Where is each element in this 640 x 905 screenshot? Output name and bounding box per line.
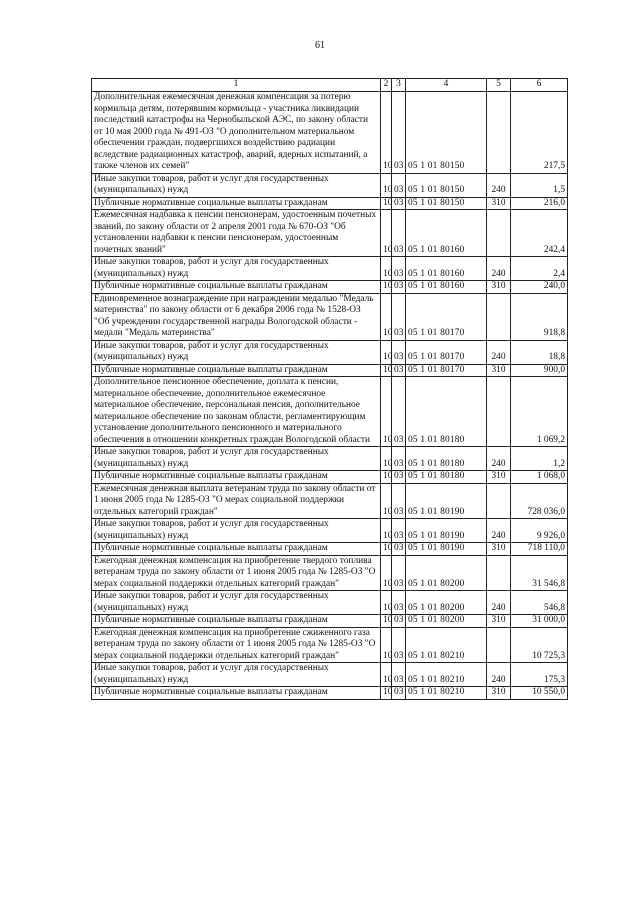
- row-target-article-cell: 05 1 01 80160: [406, 210, 487, 257]
- row-expense-type-cell: 310: [487, 471, 511, 484]
- row-section-cell: 10: [381, 687, 392, 700]
- row-section-cell: 10: [381, 173, 392, 197]
- row-name-cell: Единовременное вознаграждение при награждении медалью "Медаль материнства" по закону области от 6 декабря 2006 года № 1528-ОЗ "Об учреждении государственной награды Вологодской области - медали "Медаль материнства": [92, 293, 381, 340]
- row-expense-type-cell: [487, 293, 511, 340]
- row-amount-cell: 10 550,0: [511, 687, 568, 700]
- table-row: [92, 543, 568, 556]
- row-amount-cell: 240,0: [511, 281, 568, 294]
- row-amount-cell: 217,5: [511, 92, 568, 174]
- row-amount-cell: 9 926,0: [511, 519, 568, 543]
- table-row: [92, 615, 568, 628]
- row-section-cell: 10: [381, 92, 392, 174]
- row-expense-type-cell: 310: [487, 197, 511, 210]
- row-subsection-cell: 03: [392, 627, 406, 663]
- row-target-article-cell: 05 1 01 80200: [406, 591, 487, 615]
- row-subsection-cell: 03: [392, 293, 406, 340]
- row-amount-cell: 242,4: [511, 210, 568, 257]
- row-section-cell: 10: [381, 281, 392, 294]
- row-subsection-cell: 03: [392, 483, 406, 519]
- row-name-cell: Дополнительное пенсионное обеспечение, доплата к пенсии, материальное обеспечение, дополнительное ежемесячное материальное обеспечение, персональная пенсия, дополнительное материальное обеспечение по законам области, регламентирующим установление дополнительного пенсионного и материального обеспечения в отношении конкретных граждан Вологодской области: [92, 377, 381, 447]
- row-section-cell: 10: [381, 197, 392, 210]
- row-subsection-cell: 03: [392, 615, 406, 628]
- row-section-cell: 10: [381, 210, 392, 257]
- row-subsection-cell: 03: [392, 663, 406, 687]
- row-section-cell: 10: [381, 471, 392, 484]
- table-row: [92, 197, 568, 210]
- row-expense-type-cell: 310: [487, 281, 511, 294]
- row-section-cell: 10: [381, 543, 392, 556]
- header-cell-3: 3: [392, 79, 406, 92]
- table-row: [92, 555, 568, 591]
- row-target-article-cell: 05 1 01 80190: [406, 519, 487, 543]
- row-expense-type-cell: 310: [487, 543, 511, 556]
- row-section-cell: 10: [381, 257, 392, 281]
- row-name-cell: Иные закупки товаров, работ и услуг для государственных (муниципальных) нужд: [92, 447, 381, 471]
- row-target-article-cell: 05 1 01 80150: [406, 92, 487, 174]
- row-expense-type-cell: 240: [487, 591, 511, 615]
- row-expense-type-cell: 240: [487, 173, 511, 197]
- table-row: [92, 483, 568, 519]
- row-target-article-cell: 05 1 01 80200: [406, 555, 487, 591]
- row-subsection-cell: 03: [392, 555, 406, 591]
- row-target-article-cell: 05 1 01 80170: [406, 340, 487, 364]
- row-name-cell: Иные закупки товаров, работ и услуг для государственных (муниципальных) нужд: [92, 340, 381, 364]
- row-amount-cell: 1,2: [511, 447, 568, 471]
- row-amount-cell: 918,8: [511, 293, 568, 340]
- row-target-article-cell: 05 1 01 80210: [406, 627, 487, 663]
- table-row: [92, 257, 568, 281]
- row-name-cell: Ежегодная денежная компенсация на приобретение сжиженного газа ветеранам труда по закону области от 1 июня 2005 года № 1285-ОЗ "О мерах социальной поддержки отдельных категорий граждан": [92, 627, 381, 663]
- row-section-cell: 10: [381, 364, 392, 377]
- row-subsection-cell: 03: [392, 340, 406, 364]
- row-name-cell: Публичные нормативные социальные выплаты гражданам: [92, 687, 381, 700]
- row-target-article-cell: 05 1 01 80170: [406, 364, 487, 377]
- row-section-cell: 10: [381, 293, 392, 340]
- row-subsection-cell: 03: [392, 447, 406, 471]
- row-name-cell: Иные закупки товаров, работ и услуг для государственных (муниципальных) нужд: [92, 519, 381, 543]
- row-expense-type-cell: 310: [487, 687, 511, 700]
- row-section-cell: 10: [381, 627, 392, 663]
- row-expense-type-cell: 240: [487, 663, 511, 687]
- row-target-article-cell: 05 1 01 80160: [406, 281, 487, 294]
- row-amount-cell: 728 036,0: [511, 483, 568, 519]
- row-expense-type-cell: 240: [487, 257, 511, 281]
- row-subsection-cell: 03: [392, 92, 406, 174]
- row-amount-cell: 718 110,0: [511, 543, 568, 556]
- row-amount-cell: 31 546,8: [511, 555, 568, 591]
- row-amount-cell: 10 725,3: [511, 627, 568, 663]
- row-section-cell: 10: [381, 377, 392, 447]
- row-expense-type-cell: [487, 555, 511, 591]
- row-amount-cell: 18,8: [511, 340, 568, 364]
- row-amount-cell: 2,4: [511, 257, 568, 281]
- header-cell-1: 1: [92, 79, 381, 92]
- row-target-article-cell: 05 1 01 80210: [406, 687, 487, 700]
- table-row: [92, 591, 568, 615]
- row-subsection-cell: 03: [392, 173, 406, 197]
- row-target-article-cell: 05 1 01 80160: [406, 257, 487, 281]
- table-row: [92, 519, 568, 543]
- table-row: [92, 663, 568, 687]
- row-amount-cell: 175,3: [511, 663, 568, 687]
- row-amount-cell: 1 068,0: [511, 471, 568, 484]
- table-row: [92, 364, 568, 377]
- row-expense-type-cell: [487, 627, 511, 663]
- row-section-cell: 10: [381, 519, 392, 543]
- row-expense-type-cell: 240: [487, 447, 511, 471]
- row-expense-type-cell: [487, 483, 511, 519]
- row-name-cell: Публичные нормативные социальные выплаты гражданам: [92, 543, 381, 556]
- header-cell-5: 5: [487, 79, 511, 92]
- row-expense-type-cell: 240: [487, 340, 511, 364]
- row-name-cell: Ежемесячная надбавка к пенсии пенсионерам, удостоенным почетных званий, по закону области от 2 апреля 2001 года № 670-ОЗ "Об установлении надбавки к пенсии пенсионерам, удостоенным почетных званий": [92, 210, 381, 257]
- row-name-cell: Публичные нормативные социальные выплаты гражданам: [92, 615, 381, 628]
- row-name-cell: Иные закупки товаров, работ и услуг для государственных (муниципальных) нужд: [92, 257, 381, 281]
- row-target-article-cell: 05 1 01 80150: [406, 197, 487, 210]
- header-cell-6: 6: [511, 79, 568, 92]
- table-row: [92, 210, 568, 257]
- row-expense-type-cell: [487, 92, 511, 174]
- table-row: [92, 173, 568, 197]
- row-subsection-cell: 03: [392, 687, 406, 700]
- table-row: [92, 293, 568, 340]
- row-target-article-cell: 05 1 01 80190: [406, 483, 487, 519]
- row-subsection-cell: 03: [392, 543, 406, 556]
- row-expense-type-cell: 310: [487, 364, 511, 377]
- row-name-cell: Ежемесячная денежная выплата ветеранам труда по закону области от 1 июня 2005 года № 1285-ОЗ "О мерах социальной поддержки отдельных категорий граждан": [92, 483, 381, 519]
- row-subsection-cell: 03: [392, 281, 406, 294]
- row-expense-type-cell: 310: [487, 615, 511, 628]
- row-section-cell: 10: [381, 447, 392, 471]
- page-number: 61: [315, 40, 325, 51]
- row-amount-cell: 216,0: [511, 197, 568, 210]
- table-row: [92, 281, 568, 294]
- row-expense-type-cell: [487, 377, 511, 447]
- table-row: [92, 92, 568, 174]
- row-section-cell: 10: [381, 483, 392, 519]
- row-target-article-cell: 05 1 01 80180: [406, 471, 487, 484]
- row-section-cell: 10: [381, 591, 392, 615]
- row-section-cell: 10: [381, 615, 392, 628]
- row-section-cell: 10: [381, 340, 392, 364]
- row-name-cell: Ежегодная денежная компенсация на приобретение твердого топлива ветеранам труда по закону области от 1 июня 2005 года № 1285-ОЗ "О мерах социальной поддержки отдельных категорий граждан": [92, 555, 381, 591]
- row-expense-type-cell: 240: [487, 519, 511, 543]
- row-section-cell: 10: [381, 663, 392, 687]
- row-target-article-cell: 05 1 01 80170: [406, 293, 487, 340]
- row-subsection-cell: 03: [392, 197, 406, 210]
- row-name-cell: Публичные нормативные социальные выплаты гражданам: [92, 281, 381, 294]
- row-target-article-cell: 05 1 01 80190: [406, 543, 487, 556]
- row-subsection-cell: 03: [392, 519, 406, 543]
- row-subsection-cell: 03: [392, 257, 406, 281]
- row-amount-cell: 900,0: [511, 364, 568, 377]
- row-subsection-cell: 03: [392, 471, 406, 484]
- row-target-article-cell: 05 1 01 80180: [406, 377, 487, 447]
- budget-table: [91, 78, 568, 700]
- row-section-cell: 10: [381, 555, 392, 591]
- row-name-cell: Иные закупки товаров, работ и услуг для государственных (муниципальных) нужд: [92, 173, 381, 197]
- row-target-article-cell: 05 1 01 80150: [406, 173, 487, 197]
- table-row: [92, 687, 568, 700]
- table-body: [92, 92, 568, 700]
- row-target-article-cell: 05 1 01 80180: [406, 447, 487, 471]
- header-cell-2: 2: [381, 79, 392, 92]
- table-row: [92, 340, 568, 364]
- row-amount-cell: 31 000,0: [511, 615, 568, 628]
- row-target-article-cell: 05 1 01 80200: [406, 615, 487, 628]
- table-row: [92, 627, 568, 663]
- row-name-cell: Иные закупки товаров, работ и услуг для государственных (муниципальных) нужд: [92, 663, 381, 687]
- row-name-cell: Дополнительная ежемесячная денежная компенсация за потерю кормильца детям, потерявшим кормильца - участника ликвидации последствий катастрофы на Чернобыльской АЭС, по закону области от 10 мая 2000 года № 491-ОЗ "О дополнительном материальном обеспечении граждан, подвергшихся воздействию радиации вследствие радиационных катастроф, аварий, ядерных испытаний, а также членов их семей": [92, 92, 381, 174]
- table-row: [92, 447, 568, 471]
- table-row: [92, 377, 568, 447]
- row-amount-cell: 546,8: [511, 591, 568, 615]
- row-name-cell: Публичные нормативные социальные выплаты гражданам: [92, 364, 381, 377]
- row-name-cell: Публичные нормативные социальные выплаты гражданам: [92, 197, 381, 210]
- row-amount-cell: 1 069,2: [511, 377, 568, 447]
- header-cell-4: 4: [406, 79, 487, 92]
- table-row: [92, 471, 568, 484]
- table-header-row: [92, 79, 568, 92]
- row-subsection-cell: 03: [392, 377, 406, 447]
- row-amount-cell: 1,5: [511, 173, 568, 197]
- row-target-article-cell: 05 1 01 80210: [406, 663, 487, 687]
- row-subsection-cell: 03: [392, 591, 406, 615]
- row-name-cell: Иные закупки товаров, работ и услуг для государственных (муниципальных) нужд: [92, 591, 381, 615]
- row-name-cell: Публичные нормативные социальные выплаты гражданам: [92, 471, 381, 484]
- row-subsection-cell: 03: [392, 210, 406, 257]
- row-subsection-cell: 03: [392, 364, 406, 377]
- row-expense-type-cell: [487, 210, 511, 257]
